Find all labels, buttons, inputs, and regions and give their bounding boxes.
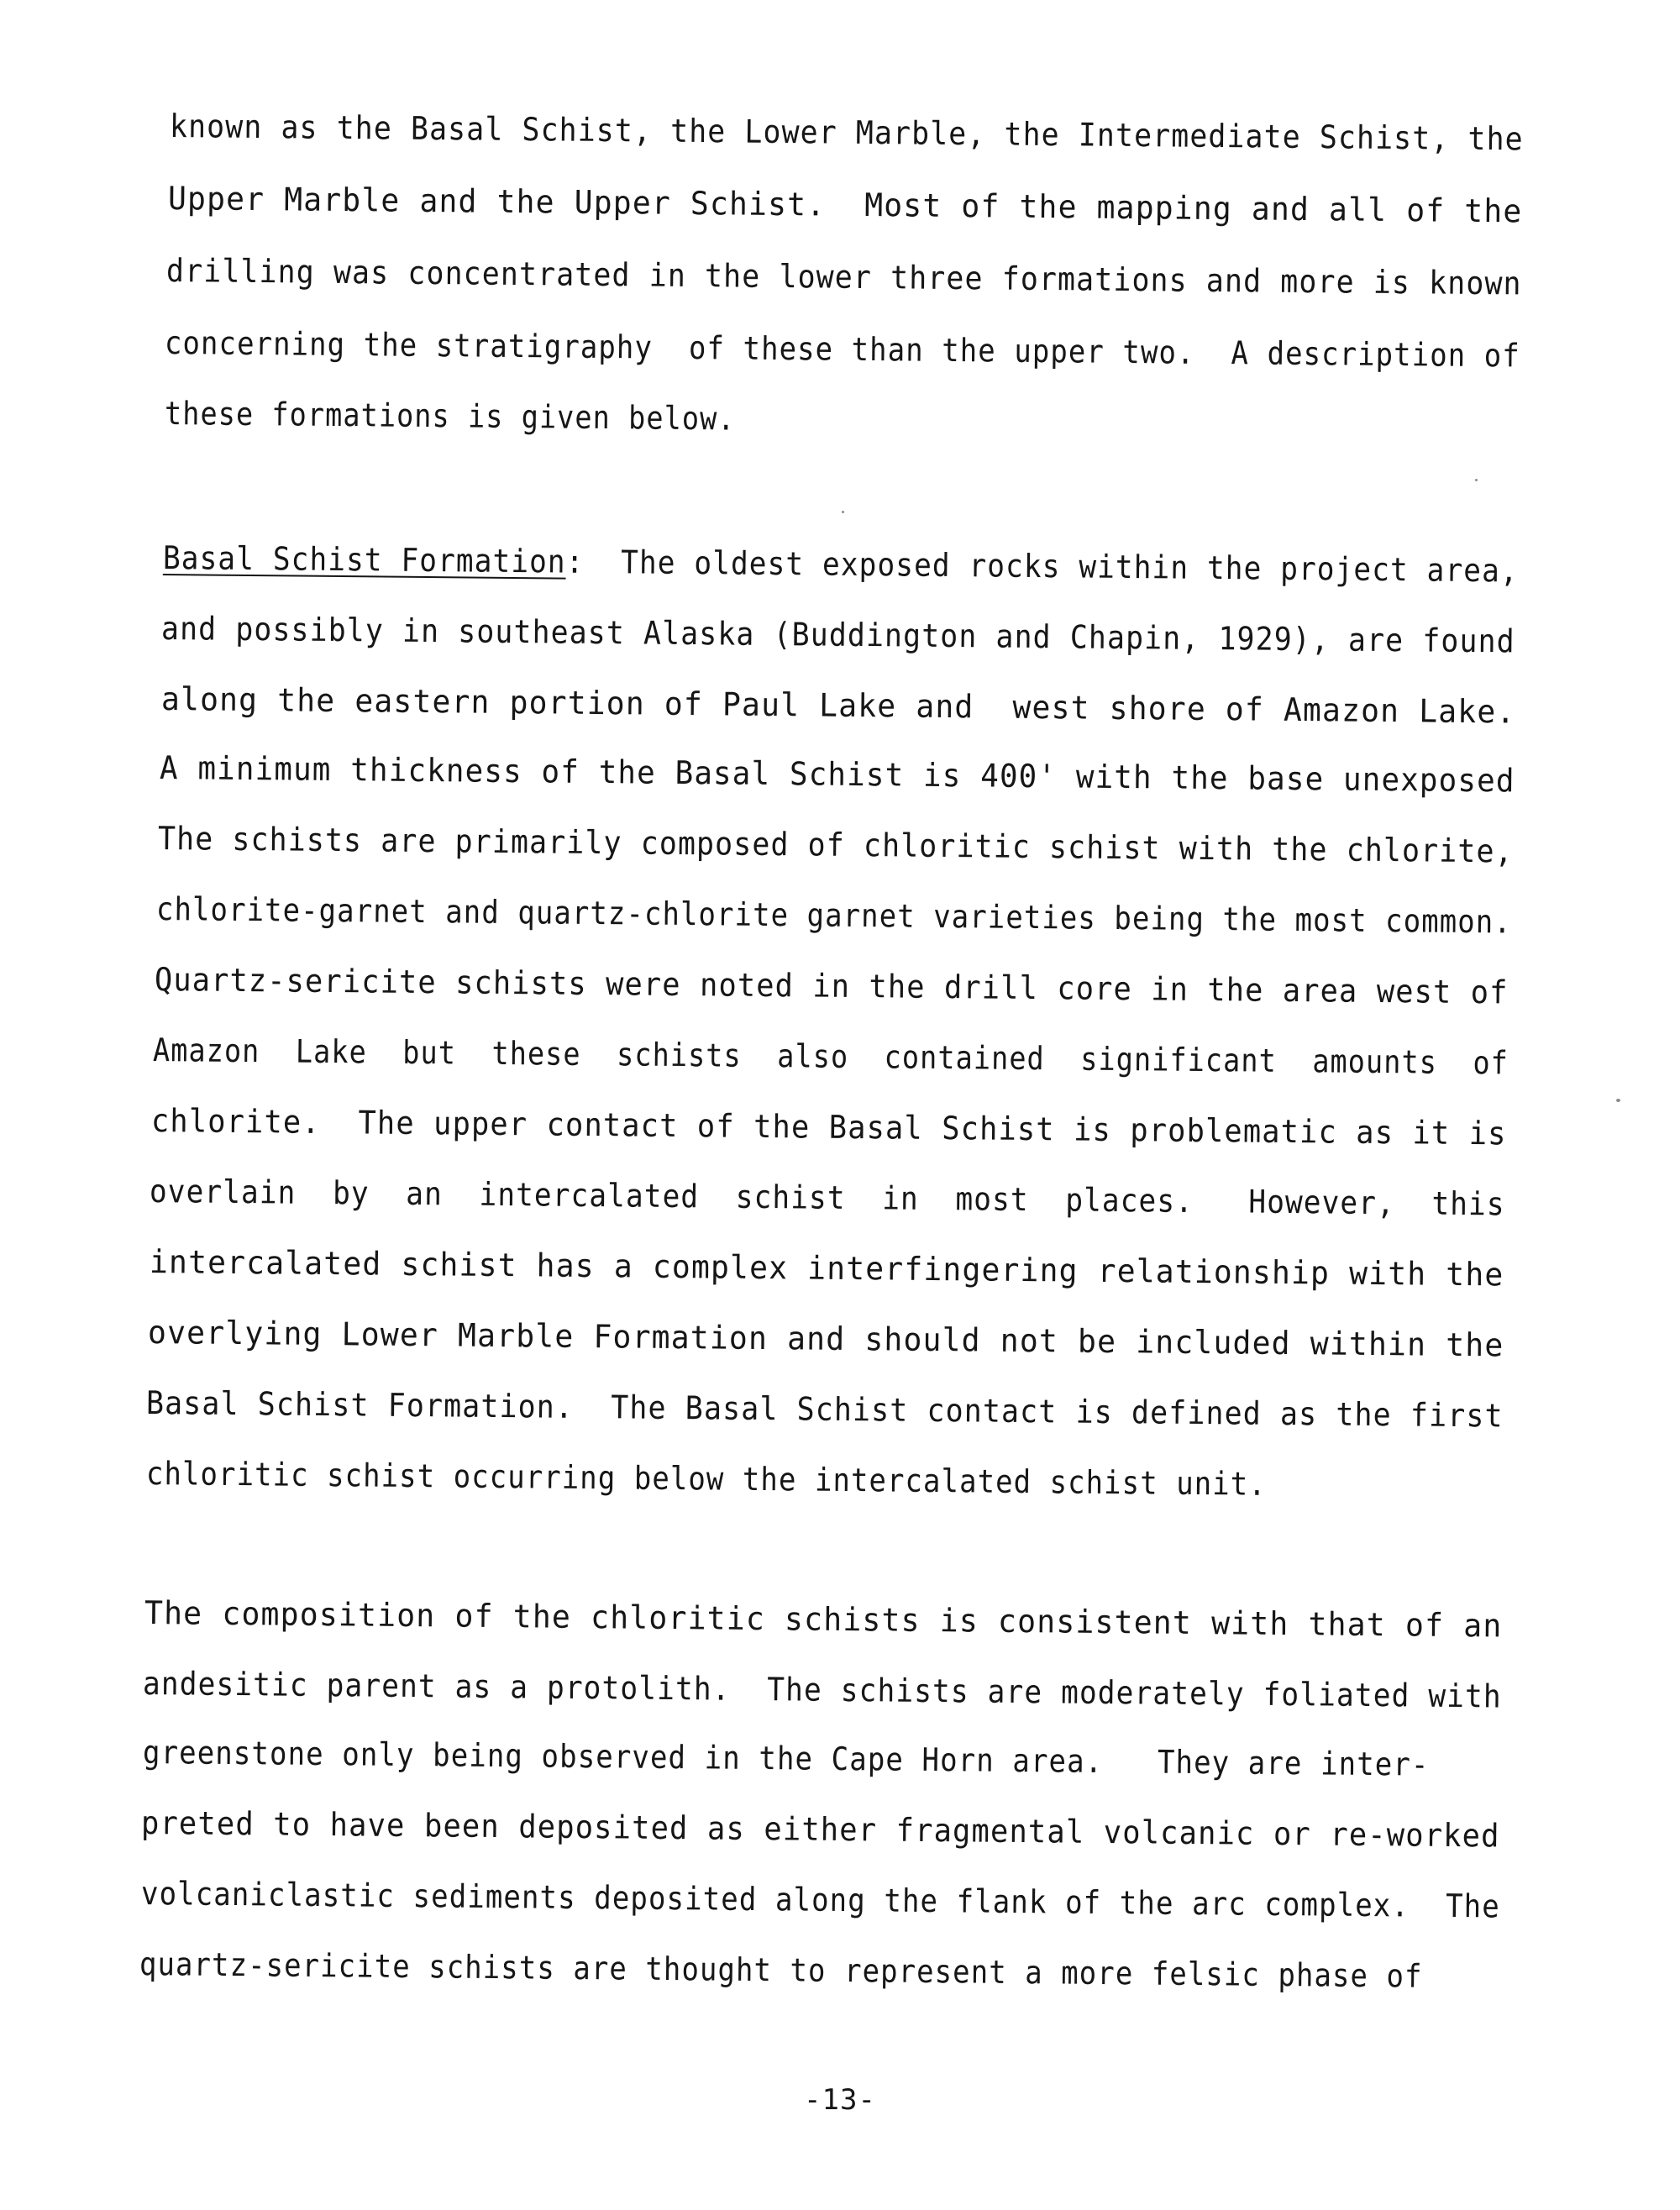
text-line: A minimum thickness of the Basal Schist is 400' with the base unexposed	[159, 749, 1515, 800]
text-line: these formations is given below.	[164, 395, 736, 438]
section-heading: Basal Schist Formation	[162, 539, 566, 580]
text-line: volcaniclastic sediments deposited along the flank of the arc complex. The	[140, 1875, 1501, 1925]
text-line: andesitic parent as a protolith. The schists are moderately foliated with	[142, 1665, 1502, 1715]
text-line: greenstone only being observed in the Cape Horn area. They are inter-	[142, 1734, 1430, 1783]
text-line: overlain by an intercalated schist in most places. However, this	[149, 1173, 1505, 1223]
text-line: intercalated schist has a complex interfingering relationship with the	[149, 1243, 1504, 1294]
text-line: Amazon Lake but these schists also contained significant amounts of	[152, 1032, 1509, 1082]
text-line: Quartz-sericite schists were noted in the drill core in the area west of	[154, 961, 1509, 1011]
heading-colon: :	[565, 543, 585, 580]
text-line: The composition of the chloritic schists is consistent with that of an	[144, 1594, 1503, 1645]
text-line: chlorite. The upper contact of the Basal Schist is problematic as it is	[150, 1102, 1507, 1152]
scan-speck	[842, 511, 844, 513]
text-line: concerning the stratigraphy of these than the upper two. A description of	[164, 324, 1521, 375]
text-line: drilling was concentrated in the lower three formations and more is known	[165, 252, 1522, 302]
section-heading-line	[163, 539, 1519, 589]
text-line: The schists are primarily composed of chloritic schist with the chlorite,	[157, 820, 1514, 870]
text-line: chloritic schist occurring below the intercalated schist unit.	[145, 1455, 1268, 1503]
text-line: chlorite-garnet and quartz-chlorite garnet varieties being the most common.	[155, 890, 1513, 941]
text-line: along the eastern portion of Paul Lake and west shore of Amazon Lake.	[160, 680, 1516, 731]
text-line: Upper Marble and the Upper Schist. Most of the mapping and all of the	[167, 180, 1523, 230]
text-line: preted to have been deposited as either fragmental volcanic or re-worked	[140, 1804, 1500, 1855]
text-line: and possibly in southeast Alaska (Buddington and Chapin, 1929), are found	[160, 610, 1515, 660]
page-number: -13-	[804, 2083, 876, 2117]
text-line: overlying Lower Marble Formation and should not be included within the	[147, 1314, 1504, 1364]
scan-speck	[1616, 1099, 1620, 1102]
scan-speck	[1475, 479, 1478, 481]
text-run: The oldest exposed rocks within the project area,	[584, 543, 1519, 590]
text-line: Basal Schist Formation. The Basal Schist contact is defined as the first	[145, 1384, 1504, 1435]
text-line: known as the Basal Schist, the Lower Marble, the Intermediate Schist, the	[169, 108, 1524, 158]
text-line: quartz-sericite schists are thought to represent a more felsic phase of	[139, 1945, 1423, 1995]
